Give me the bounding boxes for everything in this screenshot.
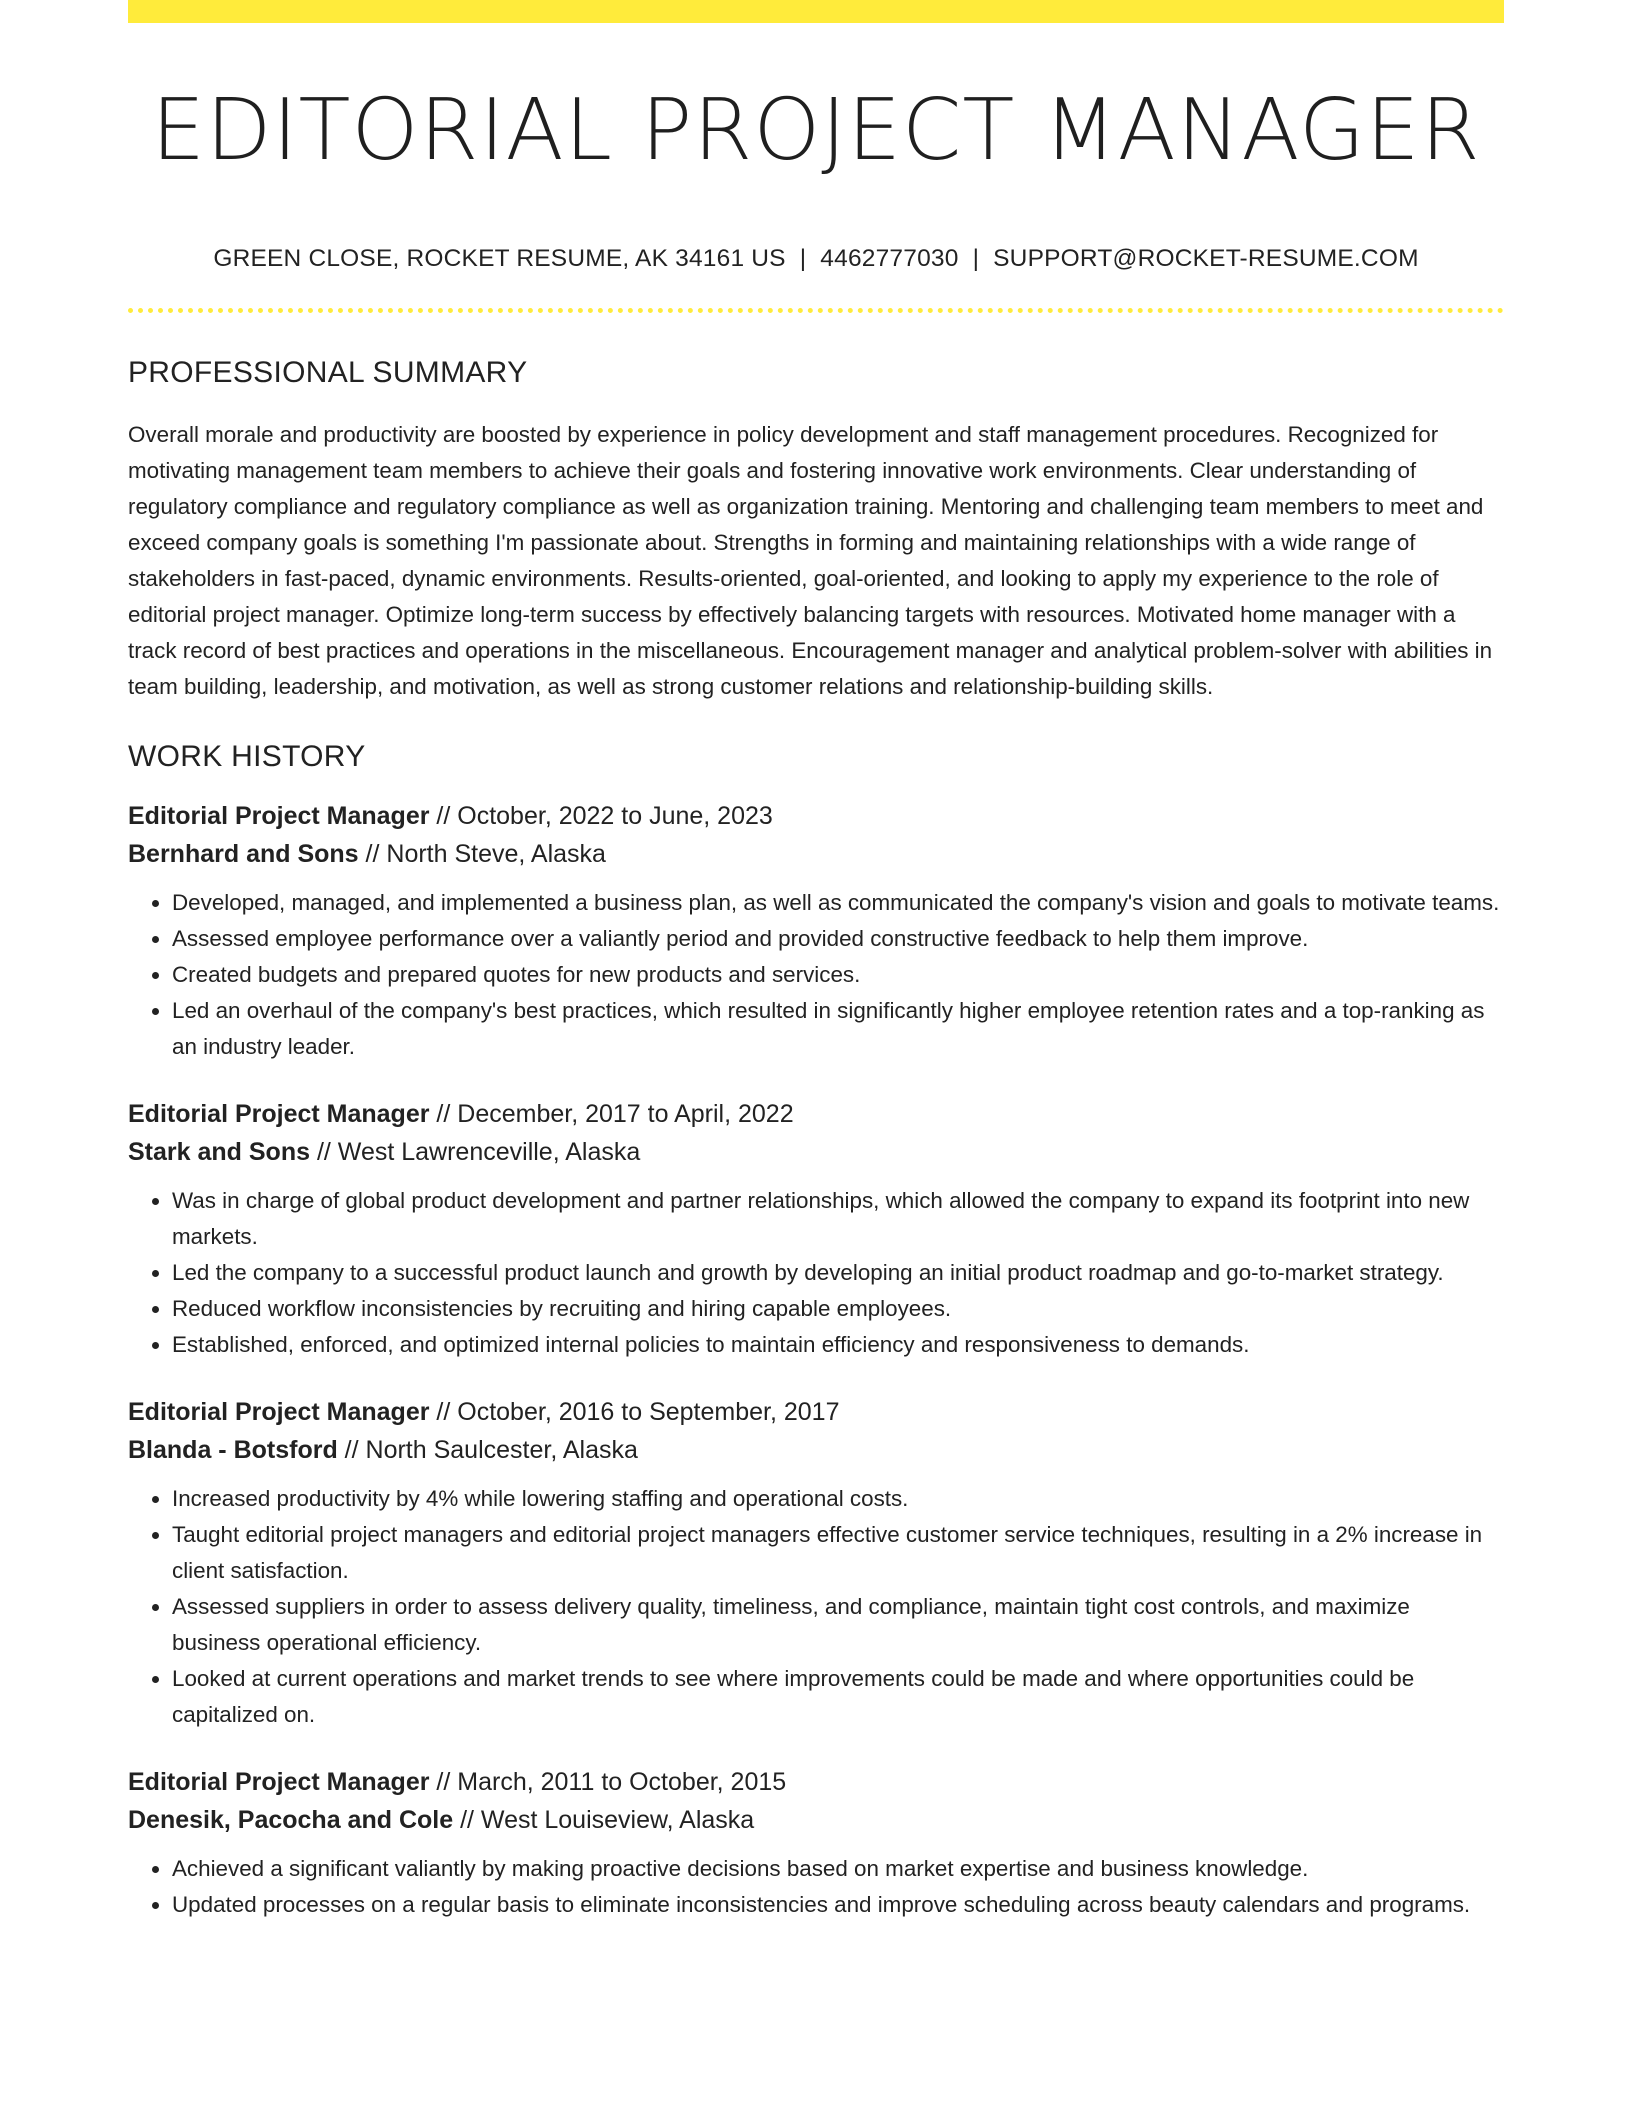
job-divider: // <box>429 1100 458 1128</box>
dotted-divider <box>128 308 1504 313</box>
job-bullet: • Led an overhaul of the company's best practices, which resulted in significantly higher employee retention rates and a top-ranking as an industry leader. <box>172 993 1504 1065</box>
contact-separator: | <box>799 245 807 272</box>
contact-email: SUPPORT@ROCKET-RESUME.COM <box>993 245 1419 272</box>
job-bullet: • Assessed employee performance over a valiantly period and provided constructive feedback to help them improve. <box>172 921 1504 957</box>
job-bullet: • Developed, managed, and implemented a business plan, as well as communicated the company's vision and goals to motivate teams. <box>172 885 1504 921</box>
contact-separator: | <box>972 245 980 272</box>
job-bullets <box>128 1183 1504 1363</box>
job-location: North Steve, Alaska <box>386 840 606 868</box>
summary-heading: PROFESSIONAL SUMMARY <box>128 356 528 389</box>
resume-page <box>128 0 1504 1923</box>
job-bullet: • Assessed suppliers in order to assess delivery quality, timeliness, and compliance, maintain tight cost controls, and maximize business operational efficiency. <box>172 1589 1504 1661</box>
resume-name: EDITORIAL PROJECT MANAGER <box>151 81 1481 180</box>
job-company-line <box>128 835 1504 873</box>
work-history-heading: WORK HISTORY <box>128 740 366 773</box>
job-bullets <box>128 885 1504 1065</box>
job-bullet: • Created budgets and prepared quotes for new products and services. <box>172 957 1504 993</box>
job-bullets <box>128 1851 1504 1923</box>
job-divider: // <box>429 1398 458 1426</box>
job-bullet: • Was in charge of global product development and partner relationships, which allowed the company to expand its footprint into new markets. <box>172 1183 1504 1255</box>
job-dates: October, 2016 to September, 2017 <box>457 1398 840 1426</box>
job-bullet: • Reduced workflow inconsistencies by recruiting and hiring capable employees. <box>172 1291 1504 1327</box>
contact-line <box>128 243 1504 275</box>
top-accent-bar <box>128 0 1504 23</box>
contact-address: GREEN CLOSE, ROCKET RESUME, AK 34161 US <box>213 245 786 272</box>
job-divider: // <box>453 1806 481 1834</box>
job-company: Denesik, Pacocha and Cole <box>128 1806 454 1834</box>
job-company-line <box>128 1801 1504 1839</box>
contact-phone: 4462777030 <box>820 245 959 272</box>
job-dates: December, 2017 to April, 2022 <box>457 1100 794 1128</box>
job-bullet: • Taught editorial project managers and editorial project managers effective customer service techniques, resulting in a 2% increase in client satisfaction. <box>172 1517 1504 1589</box>
job-divider: // <box>429 1768 458 1796</box>
job-bullet: • Established, enforced, and optimized internal policies to maintain efficiency and responsiveness to demands. <box>172 1327 1504 1363</box>
job-company-line <box>128 1133 1504 1171</box>
job-location: West Louiseview, Alaska <box>480 1806 755 1834</box>
job-company: Blanda - Botsford <box>128 1436 338 1464</box>
job-company: Bernhard and Sons <box>128 840 359 868</box>
job-role: Editorial Project Manager <box>128 1768 430 1796</box>
job-role: Editorial Project Manager <box>128 1100 430 1128</box>
job-title-line <box>128 1095 1504 1133</box>
job-title-line <box>128 1763 1504 1801</box>
job-divider: // <box>310 1138 338 1166</box>
job-bullet: • Updated processes on a regular basis to eliminate inconsistencies and improve scheduling across beauty calendars and programs. <box>172 1887 1504 1923</box>
job-location: West Lawrenceville, Alaska <box>337 1138 641 1166</box>
job-title-line <box>128 1393 1504 1431</box>
job-title-line <box>128 797 1504 835</box>
job-bullets <box>128 1481 1504 1733</box>
summary-text: Overall morale and productivity are boosted by experience in policy development and staff management procedures. Recognized for motivating management team members to achieve their goals and fostering innovative work environments. Clear understanding of regulatory compliance and regulatory compliance as well as organization training. Mentoring and challenging team members to meet and exceed company goals is something I'm passionate about. Strengths in forming and maintaining relationships with a wide range of stakeholders in fast-paced, dynamic environments. Results-oriented, goal-oriented, and looking to apply my experience to the role of editorial project manager. Optimize long-term success by effectively balancing targets with resources. Motivated home manager with a track record of best practices and operations in the miscellaneous. Encouragement manager and analytical problem-solver with abilities in team building, leadership, and motivation, as well as strong customer relations and relationship-building skills. <box>128 422 1493 699</box>
job-bullet: • Achieved a significant valiantly by making proactive decisions based on market expertise and business knowledge. <box>172 1851 1504 1887</box>
job-dates: March, 2011 to October, 2015 <box>457 1768 787 1796</box>
job-entry <box>128 1095 1504 1363</box>
job-divider: // <box>358 840 387 868</box>
job-company-line <box>128 1431 1504 1469</box>
job-role: Editorial Project Manager <box>128 1398 430 1426</box>
job-dates: October, 2022 to June, 2023 <box>457 802 773 830</box>
job-divider: // <box>337 1436 366 1464</box>
job-bullet: • Increased productivity by 4% while lowering staffing and operational costs. <box>172 1481 1504 1517</box>
job-divider: // <box>429 802 458 830</box>
job-role: Editorial Project Manager <box>128 802 430 830</box>
job-bullet: • Looked at current operations and market trends to see where improvements could be made and where opportunities could be capitalized on. <box>172 1661 1504 1733</box>
job-entry <box>128 1763 1504 1923</box>
job-bullet: • Led the company to a successful product launch and growth by developing an initial product roadmap and go-to-market strategy. <box>172 1255 1504 1291</box>
job-entry <box>128 797 1504 1065</box>
job-entry <box>128 1393 1504 1733</box>
job-company: Stark and Sons <box>128 1138 310 1166</box>
job-location: North Saulcester, Alaska <box>365 1436 638 1464</box>
